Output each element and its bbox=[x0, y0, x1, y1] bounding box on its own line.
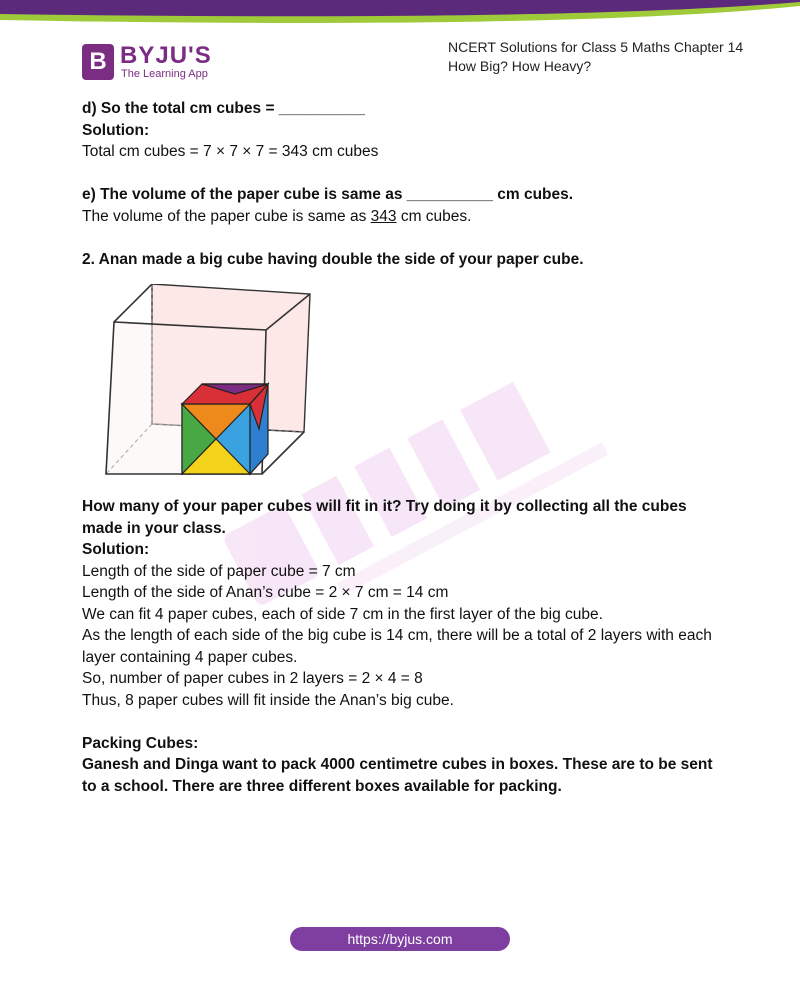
solution-e-answer: 343 bbox=[370, 207, 397, 225]
footer-url-link[interactable]: https://byjus.com bbox=[290, 927, 510, 951]
top-band bbox=[0, 0, 800, 28]
logo-badge: B bbox=[82, 44, 114, 80]
logo-wordmark: BYJU'S bbox=[120, 42, 212, 69]
question-2-ask: How many of your paper cubes will fit in it? Try doing it by collecting all the cubes made in your class. bbox=[82, 498, 687, 537]
packing-title: Packing Cubes: bbox=[82, 734, 199, 752]
small-paper-cube bbox=[182, 384, 268, 474]
solution-e-text: The volume of the paper cube is same as bbox=[82, 207, 371, 225]
question-e: e) The volume of the paper cube is same as __________ cm cubes. bbox=[82, 186, 574, 203]
solution-2-line: We can fit 4 paper cubes, each of side 7 cm in the first layer of the big cube. bbox=[82, 605, 603, 623]
document-title bbox=[448, 38, 768, 76]
solution-e-tail: cm cubes. bbox=[396, 207, 472, 225]
solution-2-line: Thus, 8 paper cubes will fit inside the Anan’s big cube. bbox=[82, 691, 454, 709]
byjus-logo bbox=[82, 44, 222, 84]
title-line-2: How Big? How Heavy? bbox=[448, 58, 592, 74]
logo-tagline: The Learning App bbox=[121, 68, 208, 80]
solution-2-line: Length of the side of paper cube = 7 cm bbox=[82, 562, 356, 580]
question-2: 2. Anan made a big cube having double the side of your paper cube. bbox=[82, 250, 584, 268]
page-content bbox=[82, 98, 722, 797]
solution-2-line: As the length of each side of the big cube is 14 cm, there will be a total of 2 layers with each layer containing 4 paper cubes. bbox=[82, 627, 712, 666]
question-d: d) So the total cm cubes = __________ bbox=[82, 100, 366, 117]
packing-text: Ganesh and Dinga want to pack 4000 centimetre cubes in boxes. These are to be sent to a school. There are three different boxes available for packing. bbox=[82, 756, 713, 795]
solution-label-2: Solution: bbox=[82, 541, 150, 558]
cube-illustration bbox=[82, 278, 722, 496]
solution-label: Solution: bbox=[82, 121, 150, 139]
solution-2-line: Length of the side of Anan’s cube = 2 × 7 cm = 14 cm bbox=[82, 584, 449, 601]
solution-e bbox=[82, 206, 722, 228]
solution-d: Total cm cubes = 7 × 7 × 7 = 343 cm cubes bbox=[82, 143, 379, 160]
title-line-1: NCERT Solutions for Class 5 Maths Chapter 14 bbox=[448, 39, 744, 55]
big-cube-drawing bbox=[96, 284, 326, 489]
solution-2-line: So, number of paper cubes in 2 layers = 2 × 4 = 8 bbox=[82, 670, 423, 687]
